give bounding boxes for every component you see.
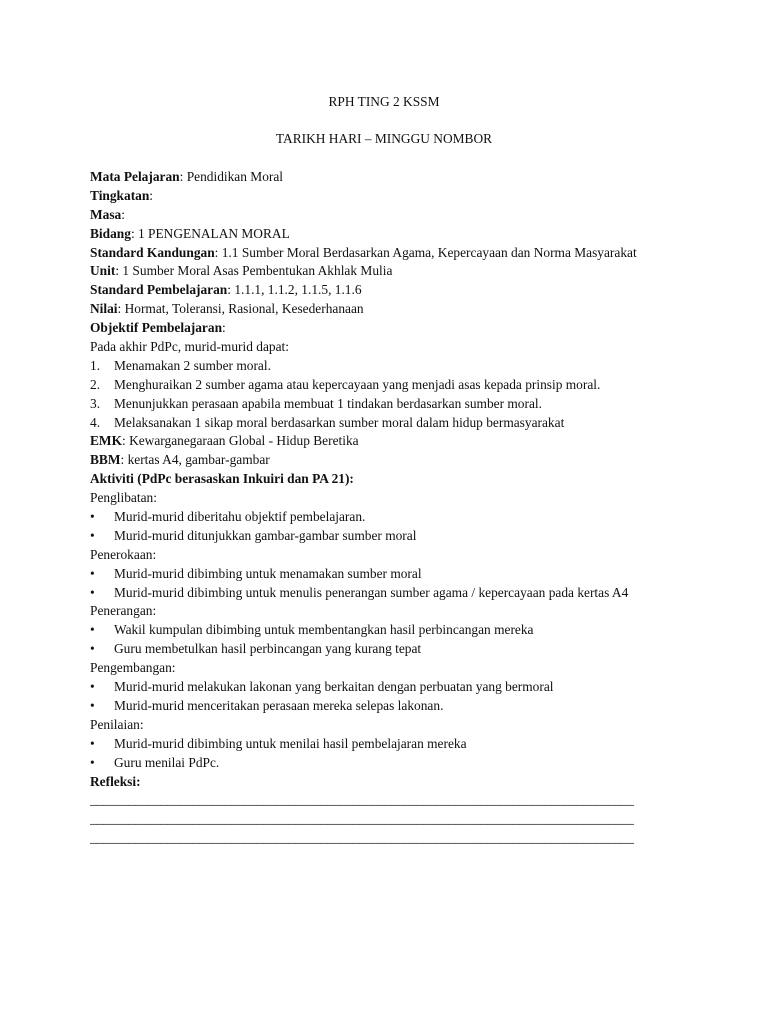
- field-unit: [90, 262, 670, 281]
- bullet-item: [90, 584, 670, 603]
- bullet-text: Wakil kumpulan dibimbing untuk membentangkan hasil perbincangan mereka: [114, 622, 534, 638]
- field-label: EMK: [90, 433, 122, 449]
- phase-title-pengembangan: Pengembangan:: [90, 660, 176, 676]
- bullet-icon: •: [90, 697, 95, 713]
- field-label: Standard Pembelajaran: [90, 282, 228, 298]
- field-value: : 1.1 Sumber Moral Berdasarkan Agama, Kepercayaan dan Norma Masyarakat: [214, 244, 637, 260]
- field-label: Nilai: [90, 301, 118, 317]
- document-subtitle: TARIKH HARI – MINGGU NOMBOR: [275, 131, 493, 146]
- bullet-text: Guru menilai PdPc.: [114, 754, 220, 770]
- field-label: Objektif Pembelajaran: [90, 320, 223, 336]
- bullet-icon: •: [90, 584, 95, 600]
- field-standard-kandungan: [90, 244, 670, 263]
- field-label: BBM: [90, 452, 121, 468]
- field-value: : Pendidikan Moral: [179, 169, 284, 184]
- field-label: Mata Pelajaran: [90, 169, 180, 184]
- phase-title-penglibatan: Penglibatan:: [90, 490, 157, 506]
- bullet-text: Murid-murid dibimbing untuk menulis penerangan sumber agama / kepercayaan pada kertas A4: [114, 584, 629, 600]
- field-value: :: [222, 320, 226, 336]
- refleksi-line: _____________________________________________________________________________________: [90, 792, 634, 808]
- bullet-icon: •: [90, 735, 95, 751]
- bullet-icon: •: [90, 527, 95, 543]
- bullet-text: Murid-murid diberitahu objektif pembelajaran.: [114, 509, 366, 525]
- objective-number: 4.: [90, 414, 101, 430]
- bullet-icon: •: [90, 679, 95, 695]
- field-label: Bidang: [90, 225, 131, 241]
- phase-title-penerangan: Penerangan:: [90, 603, 157, 619]
- refleksi-heading: Refleksi:: [90, 773, 141, 789]
- aktiviti-heading: Aktiviti (PdPc berasaskan Inkuiri dan PA 21):: [90, 471, 354, 487]
- field-mata-pelajaran: [90, 168, 670, 187]
- field-label: Masa: [90, 206, 122, 222]
- objective-item: [90, 357, 670, 376]
- field-value: :: [121, 206, 125, 222]
- phase-title-penilaian: Penilaian:: [90, 716, 144, 732]
- field-tingkatan: [90, 187, 670, 206]
- field-value: : Hormat, Toleransi, Rasional, Kesederhanaan: [117, 301, 364, 317]
- objective-number: 3.: [90, 395, 101, 411]
- field-emk: [90, 432, 670, 451]
- lesson-plan-body: [90, 168, 670, 848]
- field-value: : kertas A4, gambar-gambar: [120, 452, 270, 468]
- bullet-icon: •: [90, 622, 95, 638]
- objective-item: [90, 395, 670, 414]
- bullet-text: Murid-murid dibimbing untuk menilai hasil pembelajaran mereka: [114, 735, 467, 751]
- field-bidang: [90, 225, 670, 244]
- objective-number: 2.: [90, 376, 101, 392]
- bullet-text: Murid-murid dibimbing untuk menamakan sumber moral: [114, 565, 422, 581]
- field-value: : 1.1.1, 1.1.2, 1.1.5, 1.1.6: [227, 282, 362, 298]
- field-value: :: [149, 187, 154, 203]
- phase-title-penerokaan: Penerokaan:: [90, 546, 157, 562]
- objektif-intro: Pada akhir PdPc, murid-murid dapat:: [90, 339, 289, 355]
- field-value: : 1 Sumber Moral Asas Pembentukan Akhlak Mulia: [115, 263, 393, 279]
- bullet-item: [90, 735, 670, 754]
- field-nilai: [90, 300, 670, 319]
- field-value: : Kewarganegaraan Global - Hidup Beretika: [122, 433, 359, 449]
- bullet-icon: •: [90, 509, 95, 525]
- objective-text: Menamakan 2 sumber moral.: [114, 357, 271, 373]
- objective-item: [90, 414, 670, 433]
- bullet-text: Murid-murid melakukan lakonan yang berkaitan dengan perbuatan yang bermoral: [114, 679, 554, 695]
- field-label: Unit: [90, 263, 116, 279]
- bullet-item: [90, 565, 670, 584]
- bullet-text: Murid-murid menceritakan perasaan mereka selepas lakonan.: [114, 697, 444, 713]
- objective-text: Melaksanakan 1 sikap moral berdasarkan sumber moral dalam hidup bermasyarakat: [114, 414, 565, 430]
- field-standard-pembelajaran: [90, 281, 670, 300]
- document-title: RPH TING 2 KSSM: [328, 94, 440, 109]
- refleksi-line: _____________________________________________________________________________________: [90, 811, 634, 827]
- bullet-item: [90, 754, 670, 773]
- bullet-item: [90, 527, 670, 546]
- bullet-item: [90, 508, 670, 527]
- bullet-item: [90, 621, 670, 640]
- bullet-item: [90, 678, 670, 697]
- field-objektif: [90, 319, 670, 338]
- objective-text: Menunjukkan perasaan apabila membuat 1 tindakan berdasarkan sumber moral.: [114, 395, 542, 411]
- field-label: Tingkatan: [90, 187, 150, 203]
- field-bbm: [90, 451, 670, 470]
- bullet-text: Guru membetulkan hasil perbincangan yang kurang tepat: [114, 641, 422, 657]
- objective-text: Menghuraikan 2 sumber agama atau kepercayaan yang menjadi asas kepada prinsip moral.: [114, 376, 601, 392]
- bullet-icon: •: [90, 754, 95, 770]
- bullet-icon: •: [90, 641, 95, 657]
- objective-item: [90, 376, 670, 395]
- objective-number: 1.: [90, 357, 101, 373]
- bullet-icon: •: [90, 565, 95, 581]
- refleksi-line: _____________________________________________________________________________________: [90, 830, 634, 846]
- bullet-item: [90, 697, 670, 716]
- bullet-item: [90, 640, 670, 659]
- field-masa: [90, 206, 670, 225]
- field-label: Standard Kandungan: [90, 244, 215, 260]
- bullet-text: Murid-murid ditunjukkan gambar-gambar sumber moral: [114, 527, 417, 543]
- field-value: : 1 PENGENALAN MORAL: [130, 225, 290, 241]
